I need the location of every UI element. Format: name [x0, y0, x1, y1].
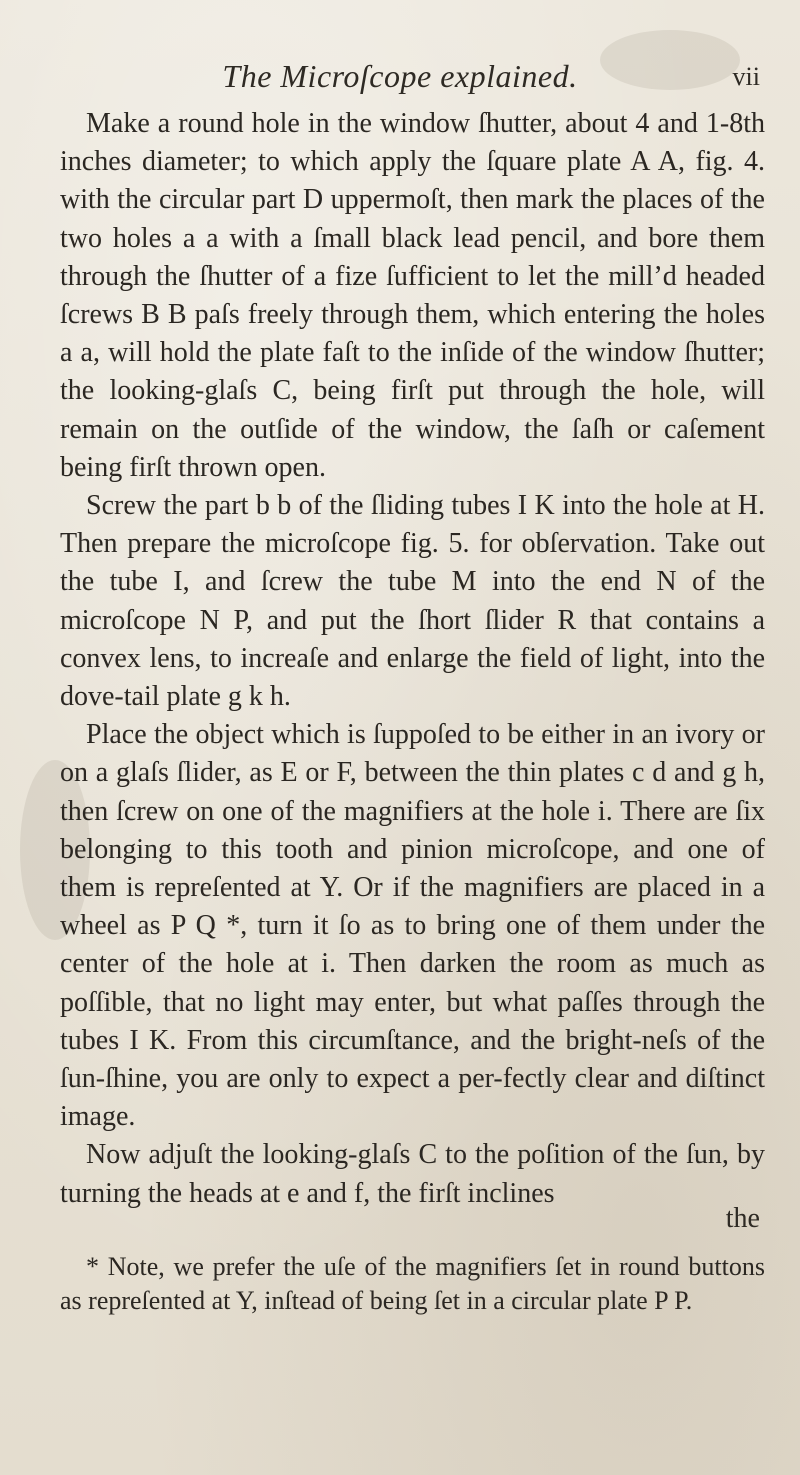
main-text — [60, 105, 765, 1213]
paragraph-sliding-tubes: Screw the part b b of the ſliding tubes I K into the hole at H. Then prepare the microſcope fig. 5. for obſervation. Take out the tube I, and ſcrew the tube M into the end N of the microſcope N P, and put the ſhort ſlider R that contains a convex lens, to increaſe and enlarge the field of light, into the dove-tail plate g k h. — [60, 490, 765, 713]
footnote — [60, 1250, 765, 1318]
running-title: The Microſcope explained. — [222, 58, 578, 94]
paragraph-window-shutter: Make a round hole in the window ſhutter, about 4 and 1-8th inches diameter; to which apply the ſquare plate A A, fig. 4. with the circular part D uppermoſt, then mark the places of the two holes a a with a ſmall black lead pencil, and bore them through the ſhutter of a fize ſufficient to let the mill’d headed ſcrews B B paſs freely through them, which entering the holes a a, will hold the plate faſt to the inſide of the window ſhutter; the looking-glaſs C, being firſt put through the hole, will remain on the outſide of the window, the ſaſh or caſement being firſt thrown open. — [60, 108, 765, 483]
page-header — [0, 58, 800, 98]
page-number: vii — [732, 62, 760, 91]
paragraph-adjust-glass: Now adjuſt the looking-glaſs C to the poſition of the ſun, by turning the heads at e and f, the firſt inclines — [60, 1139, 765, 1209]
paragraph-place-object: Place the object which is ſuppoſed to be either in an ivory or on a glaſs ſlider, as E or F, between the thin plates c d and g h, then ſcrew on one of the magnifiers at the hole i. There are ſix belonging to this tooth and pinion microſcope, and one of them is repreſented at Y. Or if the magnifiers are placed in a wheel as P Q *, turn it ſo as to bring one of them under the center of the hole at i. Then darken the room as much as poſſible, that no light may enter, but what paſſes through the tubes I K. From this circumſtance, and the bright-neſs of the ſun-ſhine, you are only to expect a per-fectly clear and diſtinct image. — [60, 719, 765, 1133]
catchword: the — [725, 1203, 760, 1234]
footnote-text: * Note, we prefer the uſe of the magnifiers ſet in round buttons as repreſented at Y, inſtead of being ſet in a circular plate P P. — [60, 1252, 765, 1315]
